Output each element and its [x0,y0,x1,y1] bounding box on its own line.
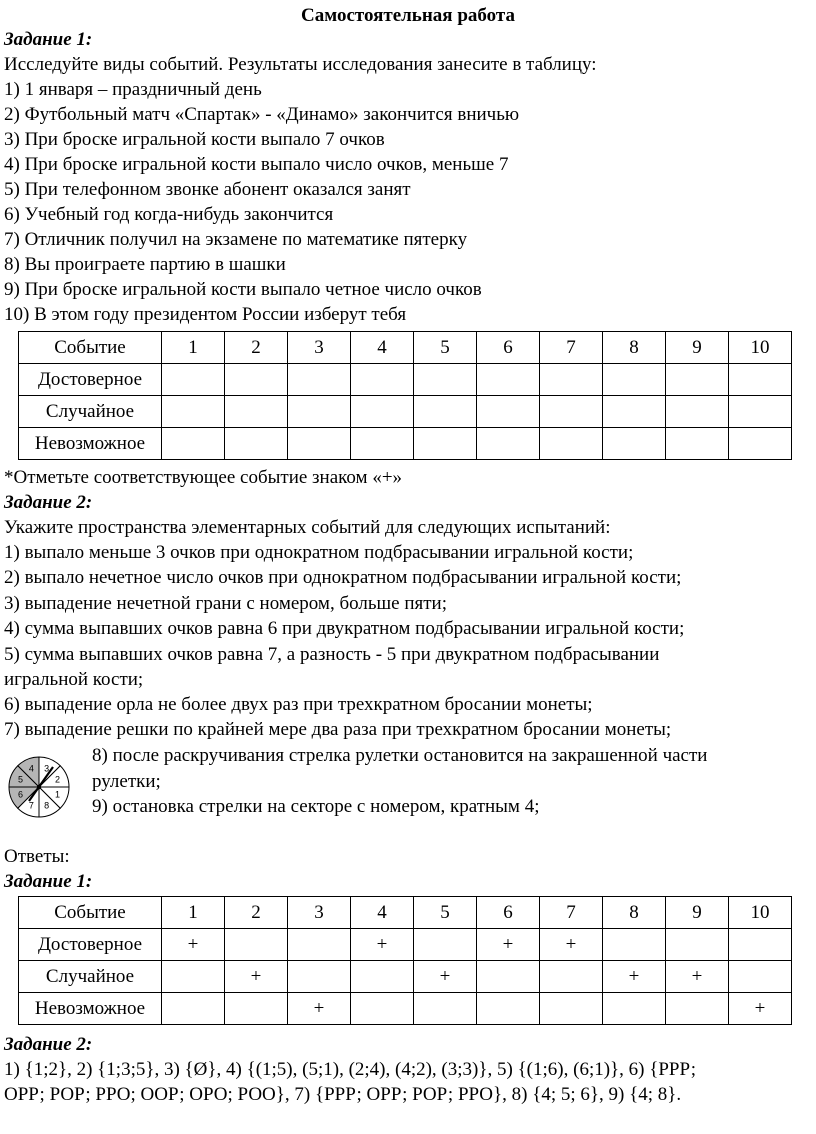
table-cell [540,396,603,428]
task1-item: 6) Учебный год когда-нибудь закончится [4,204,334,225]
answer-cell [162,993,225,1025]
table-header-cell: 10 [729,332,792,364]
task2-roulette-item: рулетки; [92,771,161,792]
table-header-cell: 1 [162,332,225,364]
task2-item: 2) выпало нечетное число очков при однократном подбрасывании игральной кости; [4,567,682,588]
task1-item: 1) 1 января – праздничный день [4,79,262,100]
task1-item: 9) При броске игральной кости выпало четное число очков [4,279,482,300]
table-cell [414,396,477,428]
table-cell [351,396,414,428]
roulette-sector-label: 6 [18,789,24,800]
answer-cell [729,929,792,961]
row-label: Невозможное [19,993,162,1025]
task1-item: 10) В этом году президентом России изберут тебя [4,304,407,325]
table-cell [666,364,729,396]
answer-cell [540,961,603,993]
answers-task2-heading: Задание 2: [4,1034,93,1055]
table-cell [162,364,225,396]
answer-cell [729,961,792,993]
table-cell [477,396,540,428]
task2-item: 5) сумма выпавших очков равна 7, а разность - 5 при двукратном подбрасывании [4,644,660,665]
row-label: Достоверное [19,364,162,396]
answer-cell [225,929,288,961]
table-header-cell: 7 [540,897,603,929]
table-row [19,428,792,460]
answers-task1-heading: Задание 1: [4,871,93,892]
answer-cell [288,961,351,993]
table-cell [225,396,288,428]
task1-table [18,331,792,460]
task2-item: 6) выпадение орла не более двух раз при трехкратном бросании монеты; [4,694,593,715]
answer-cell: + [414,961,477,993]
table-row [19,961,792,993]
answer-cell [351,993,414,1025]
table-cell [540,364,603,396]
answer-cell [477,961,540,993]
task2-roulette-item: 9) остановка стрелки на секторе с номером, кратным 4; [92,796,540,817]
answer-cell: + [288,993,351,1025]
table-cell [225,364,288,396]
row-label: Случайное [19,961,162,993]
table-header-cell: 6 [477,332,540,364]
table-header-cell: 2 [225,897,288,929]
table-header-cell: Событие [19,897,162,929]
answer-cell [477,993,540,1025]
roulette-sector-label: 7 [28,800,34,811]
table-header-cell: 2 [225,332,288,364]
table-header-cell: 8 [603,332,666,364]
answer-cell [225,993,288,1025]
table-cell [162,396,225,428]
roulette-sector-label: 1 [54,789,60,800]
table-cell [603,396,666,428]
table-cell [288,396,351,428]
table-cell [477,428,540,460]
answer-cell [540,993,603,1025]
table-header-cell: 10 [729,897,792,929]
table-cell [351,428,414,460]
table-header-cell: 3 [288,897,351,929]
row-label: Невозможное [19,428,162,460]
table-cell [666,428,729,460]
task1-heading: Задание 1: [4,29,93,50]
roulette-icon [6,754,72,820]
task1-item: 5) При телефонном звонке абонент оказался занят [4,179,411,200]
task1-item: 3) При броске игральной кости выпало 7 очков [4,129,385,150]
answers-table [18,896,792,1025]
table-header-cell: 3 [288,332,351,364]
task2-item: 4) сумма выпавших очков равна 6 при двукратном подбрасывании игральной кости; [4,618,685,639]
roulette-sector-label: 4 [28,763,34,774]
table-cell [288,428,351,460]
answers-task2-line: 1) {1;2}, 2) {1;3;5}, 3) {Ø}, 4) {(1;5), (5;1), (2;4), (4;2), (3;3)}, 5) {(1;6), (6;1)}, 6) {РРР; [4,1059,697,1080]
row-label: Случайное [19,396,162,428]
table-cell [729,396,792,428]
task1-item: 4) При броске игральной кости выпало число очков, меньше 7 [4,154,509,175]
table-row [19,364,792,396]
task2-item: игральной кости; [4,669,144,690]
table-row [19,396,792,428]
table-cell [666,396,729,428]
table-cell [414,428,477,460]
page-title: Самостоятельная работа [301,5,515,26]
roulette-sector-label: 5 [18,774,24,785]
task2-item: 3) выпадение нечетной грани с номером, больше пяти; [4,593,447,614]
table-cell [729,364,792,396]
answer-cell: + [729,993,792,1025]
roulette-hub [37,785,41,789]
table-header-cell: 9 [666,332,729,364]
table-cell [225,428,288,460]
table-header-cell: 8 [603,897,666,929]
task1-intro: Исследуйте виды событий. Результаты исследования занесите в таблицу: [4,54,597,75]
answer-cell: + [603,961,666,993]
answer-cell [162,961,225,993]
answer-cell [666,993,729,1025]
answer-cell: + [351,929,414,961]
table-cell [288,364,351,396]
task1-note: *Отметьте соответствующее событие знаком «+» [4,467,403,488]
answer-cell [414,929,477,961]
answer-cell [351,961,414,993]
task1-item: 2) Футбольный матч «Спартак» - «Динамо» закончится вничью [4,104,520,125]
table-header-row [19,897,792,929]
answer-cell [666,929,729,961]
task2-intro: Укажите пространства элементарных событий для следующих испытаний: [4,517,611,538]
answers-heading: Ответы: [4,846,70,867]
table-header-cell: 5 [414,897,477,929]
answer-cell [414,993,477,1025]
table-cell [603,364,666,396]
answer-cell [603,929,666,961]
table-header-cell: Событие [19,332,162,364]
answer-cell: + [666,961,729,993]
answer-cell: + [162,929,225,961]
answer-cell: + [225,961,288,993]
table-cell [729,428,792,460]
table-cell [351,364,414,396]
table-cell [477,364,540,396]
roulette-sector-label: 3 [44,763,50,774]
table-cell [162,428,225,460]
answer-cell: + [477,929,540,961]
roulette-sector-label: 2 [54,774,60,785]
table-header-cell: 9 [666,897,729,929]
table-row [19,929,792,961]
task2-item: 7) выпадение решки по крайней мере два раза при трехкратном бросании монеты; [4,719,672,740]
row-label: Достоверное [19,929,162,961]
answer-cell [288,929,351,961]
answer-cell: + [540,929,603,961]
table-header-cell: 6 [477,897,540,929]
table-cell [540,428,603,460]
task2-roulette-item: 8) после раскручивания стрелка рулетки остановится на закрашенной части [92,745,708,766]
table-cell [603,428,666,460]
table-header-cell: 5 [414,332,477,364]
task1-item: 7) Отличник получил на экзамене по математике пятерку [4,229,468,250]
task2-heading: Задание 2: [4,492,93,513]
roulette-sector-label: 8 [44,800,50,811]
task1-item: 8) Вы проиграете партию в шашки [4,254,286,275]
table-header-cell: 1 [162,897,225,929]
table-row [19,993,792,1025]
table-cell [414,364,477,396]
answers-task2-line: ОРР; РОР; РРО; ООР; ОРО; РОО}, 7) {РРР; ОРР; РОР; РРО}, 8) {4; 5; 6}, 9) {4; 8}. [4,1084,682,1105]
answer-cell [603,993,666,1025]
table-header-row [19,332,792,364]
task2-item: 1) выпало меньше 3 очков при однократном подбрасывании игральной кости; [4,542,634,563]
table-header-cell: 7 [540,332,603,364]
table-header-cell: 4 [351,332,414,364]
table-header-cell: 4 [351,897,414,929]
